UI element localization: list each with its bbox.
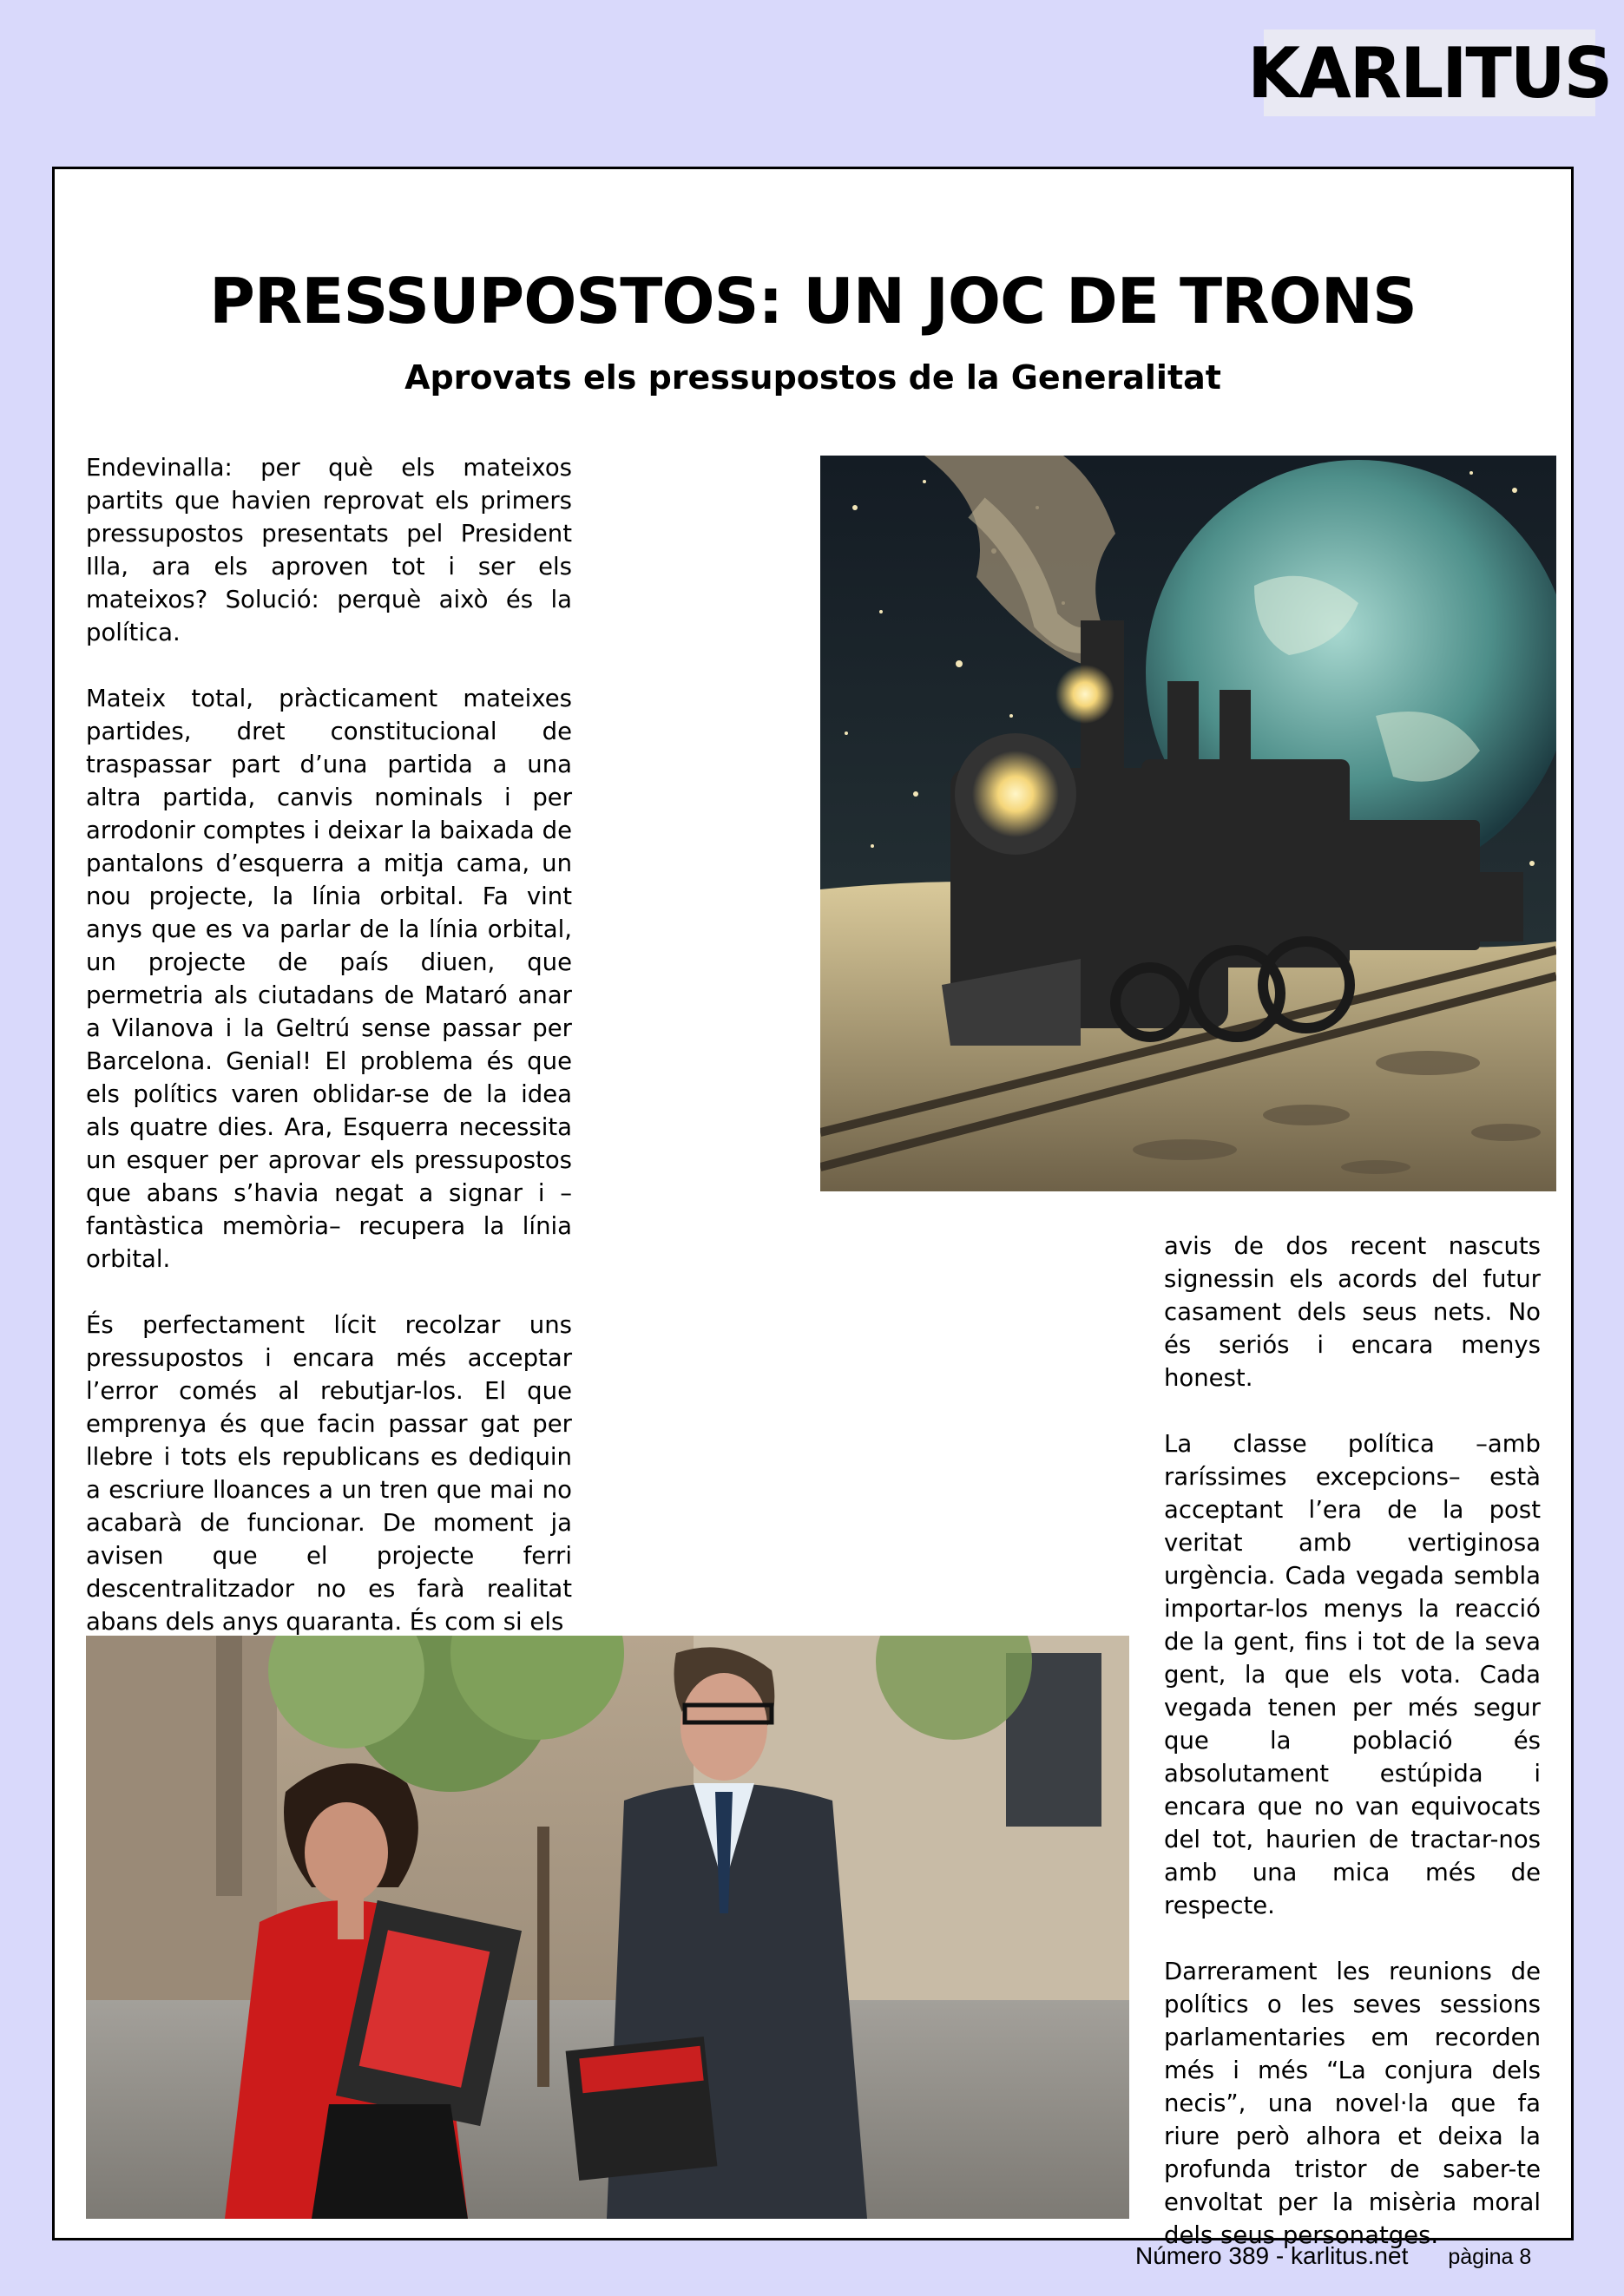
- page-frame: [52, 167, 1574, 2249]
- article-paragraph: avis de dos recent nascuts signessin els acords del futur casament dels seus nets. No és seriós i encara menys honest.: [1164, 1232, 1541, 1392]
- issue-info: Número 389 - karlitus.net: [1135, 2242, 1409, 2269]
- brand-logo: [1247, 30, 1612, 116]
- article-paragraph: La classe política –amb raríssimes excepcions– està acceptant l’era de la post veritat amb vertiginosa urgència. Cada vegada sembla importar-los menys la reacció de la gent, fins i tot de la seva gent, la que els vota. Cada vegada tenen per més segur que la població és absolutament estúpida i encara que no van equivocats del tot, haurien de tractar-nos amb una mica més de respecte.: [1164, 1430, 1541, 1919]
- page-footer: [1135, 2242, 1531, 2270]
- page-number: pàgina 8: [1448, 2245, 1532, 2269]
- article-title: PRESSUPOSTOS: UN JOC DE TRONS: [209, 265, 1417, 338]
- article-paragraph: Darrerament les reunions de polítics o les seves sessions parlamentaries em recorden més i més “La conjura dels necis”, una novel·la que fa riure però alhora et deixa la profunda tristor de saber-te envoltat per la misèria moral dels seus personatges.: [1164, 1958, 1541, 2249]
- train-moon-illustration: [820, 456, 1556, 1191]
- article-column-right: [1164, 1230, 1541, 2252]
- article-paragraph: Endevinalla: per què els mateixos partits que havien reprovat els primers pressupostos presentats pel President Illa, ara els aproven tot i ser els mateixos? Solució: perquè això és la política.: [86, 454, 572, 646]
- article-paragraph: Mateix total, pràcticament mateixes partides, dret constitucional de traspassar part d’una partida a una altra partida, canvis nominals i per arrodonir comptes i deixar la baixada de pantalons d’esquerra a mitja cama, un nou projecte, la línia orbital. Fa vint anys que es va parlar de la línia orbital, un projecte de país diuen, que permetria als ciutadans de Mataró anar a Vilanova i la Geltrú sense passar per Barcelona. Genial! El problema és que els polítics varen oblidar-se de la idea als quatre dies. Ara, Esquerra necessita un esquer per aprovar els pressupostos que abans s’havia negat a signar i –fantàstica memòria– recupera la línia orbital.: [86, 685, 572, 1273]
- article-subtitle: Aprovats els pressupostos de la Generalitat: [404, 358, 1221, 397]
- politicians-walking-photo: [86, 1636, 1129, 2219]
- brand-logo-text: KARLITUS: [1247, 32, 1612, 114]
- article-column-left: [86, 451, 572, 1638]
- article-paragraph: És perfectament lícit recolzar uns pressupostos i encara més acceptar l’error comés al rebutjar-los. El que emprenya és que facin passar gat per llebre i tots els republicans es dediquin a escriure lloances a un tren que mai no acabarà de funcionar. De moment ja avisen que el projecte ferri descentralitzador no es farà realitat abans dels anys quaranta. És com si els: [86, 1311, 572, 1636]
